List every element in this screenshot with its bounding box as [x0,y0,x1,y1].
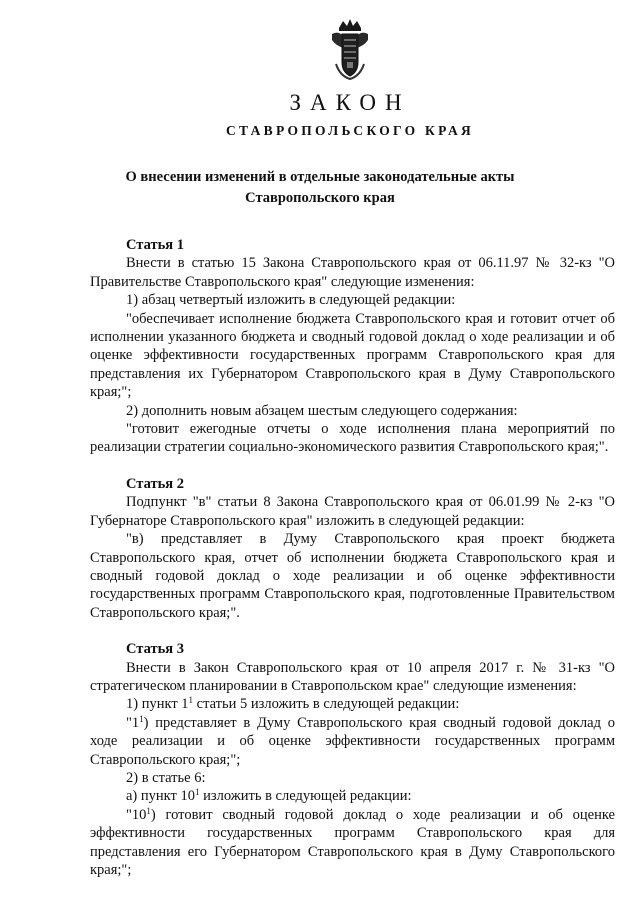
article-3-paragraph-4: 2) в статье 6: [126,769,206,786]
article-1-paragraph-5: "готовит ежегодные отчеты о ходе исполнения плана мероприятий по реализации стратегии социально-экономического развития Ставропольского края;". [90,421,615,456]
article-3-paragraph-5: а) пункт $10^1$ изложить в следующей редакции: [126,787,412,805]
article-1-title: Статья 1 [126,237,184,253]
coat-of-arms-icon [330,18,370,80]
article-3-paragraph-1: Внести в Закон Ставропольского края от 10 апреля 2017 г. № 31-кз "О стратегическом планировании в Ставропольском крае" следующие изменения: [90,659,615,694]
law-title: ЗАКОН [289,90,411,115]
document-body [90,236,615,879]
region-title: СТАВРОПОЛЬСКОГО КРАЯ [225,123,475,138]
subject-line-1: О внесении изменений в отдельные законодательные акты [125,169,515,185]
article-3-paragraph-3: "$1^1$) представляет в Думу Ставропольского края сводный годовой доклад о ходе реализации и об оценке эффективности государственных программ Ставропольского края;"; [90,713,615,768]
article-2-paragraph-1: Подпункт "в" статьи 8 Закона Ставропольского края от 06.01.99 № 2-кз "О Губернаторе Ставропольского края" изложить в следующей редакции: [90,494,615,529]
article-1-paragraph-1: Внести в статью 15 Закона Ставропольского края от 06.11.97 № 32-кз "О Правительстве Ставропольского края" следующие изменения: [90,255,615,290]
subject-line-2: Ставропольского края [245,190,395,206]
article-3-paragraph-6: "$10^1$) готовит сводный годовой доклад о ходе реализации и об оценке эффективности государственных программ Ставропольского края для представления его Губернатором Ставропольского края в Думу Ставропольского края;"; [90,805,615,878]
article-3-title: Статья 3 [126,641,184,658]
article-2-title: Статья 2 [126,475,184,492]
article-3-paragraph-2: 1) пункт $1^1$ статьи 5 изложить в следующей редакции: [126,695,460,713]
article-1-paragraph-3: "обеспечивает исполнение бюджета Ставропольского края и готовит отчет об исполнении указанного бюджета и сводный годовой доклад о ходе реализации и об оценке эффективности государственных программ Ставропольского края для представления их Губернатором Ставропольского края в Думу Ставропольского края;"; [90,310,615,401]
article-2-paragraph-2: "в) представляет в Думу Ставропольского края проект бюджета Ставропольского края, отчет об исполнении бюджета Ставропольского края и сводный годовой доклад о ходе реализации и об оценке эффективности государственных программ Ставропольского края, подготовленные Правительством Ставропольского края;". [90,531,615,621]
document-subject [90,167,550,209]
article-1-paragraph-2: 1) абзац четвертый изложить в следующей редакции: [126,292,456,309]
article-1-paragraph-4: 2) дополнить новым абзацем шестым следующего содержания: [126,402,518,419]
